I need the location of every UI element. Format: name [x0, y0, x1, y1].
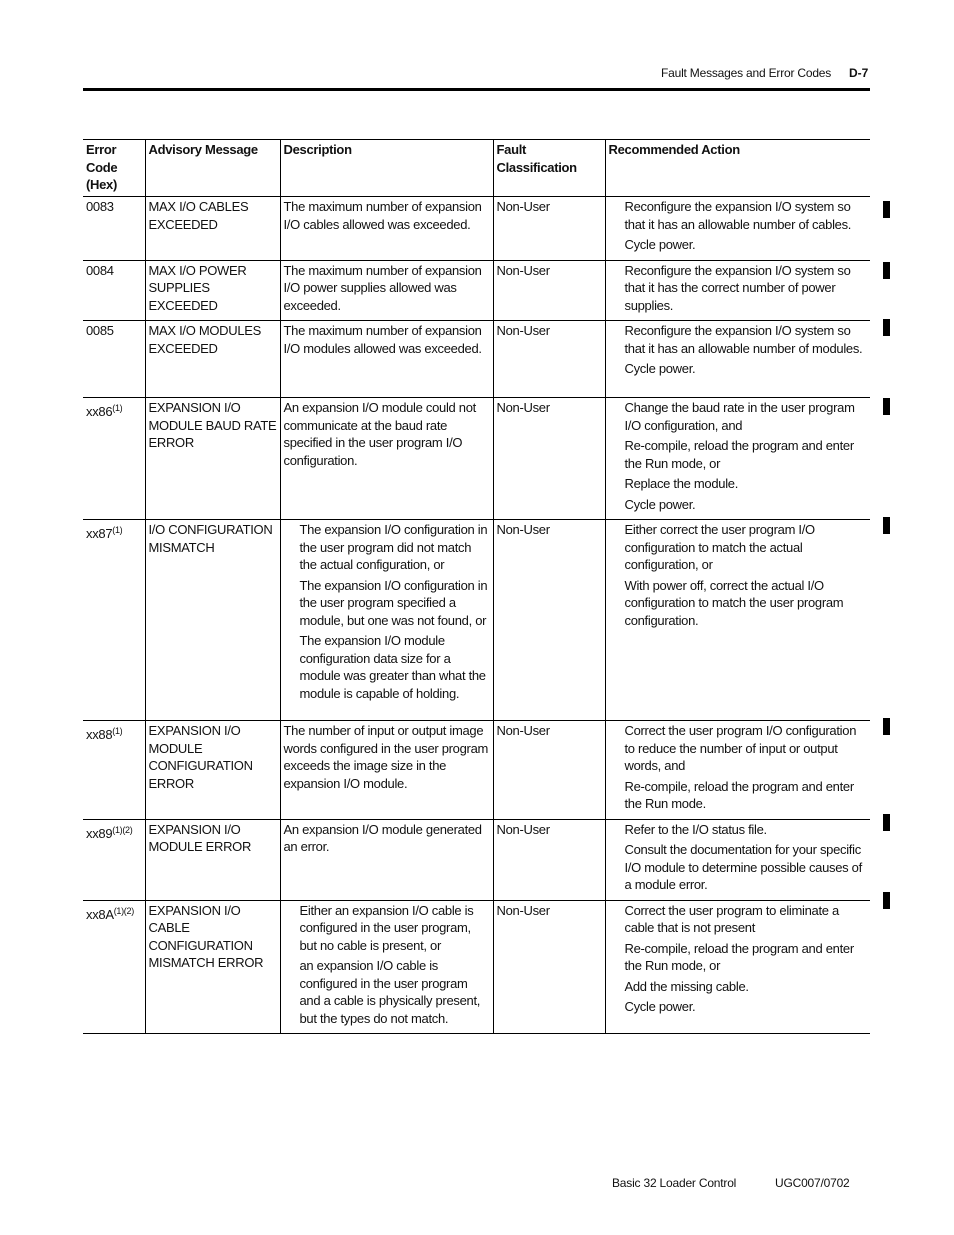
advisory-message: EXPANSION I/O MODULE BAUD RATE ERROR: [145, 398, 280, 520]
recommended-action: Reconfigure the expansion I/O system so that it has an allowable number of cables. Cycle power.: [605, 197, 870, 261]
advisory-message: EXPANSION I/O MODULE ERROR: [145, 819, 280, 900]
error-code: xx88$^{(1)}$: [83, 721, 145, 820]
error-code: xx86$^{(1)}$: [83, 398, 145, 520]
recommended-action: Correct the user program I/O configuration to reduce the number of input or output words, and Re-compile, reload the program and enter the Run mode.: [605, 721, 870, 820]
footnote-ref: (1): [112, 403, 123, 413]
change-bar: [883, 892, 890, 909]
header-rule: [83, 88, 870, 91]
table-row: [83, 819, 870, 900]
fault-classification: Non-User: [493, 197, 605, 261]
error-code: 0083: [83, 197, 145, 261]
column-header-description: Description: [280, 140, 493, 197]
footnote-ref: (1): [112, 525, 123, 535]
footer-document-title: Basic 32 Loader Control: [612, 1176, 737, 1190]
column-header-advisory-message: Advisory Message: [145, 140, 280, 197]
fault-classification: Non-User: [493, 398, 605, 520]
table-row: [83, 900, 870, 1034]
description: The maximum number of expansion I/O power supplies allowed was exceeded.: [280, 260, 493, 321]
description: An expansion I/O module generated an error.: [280, 819, 493, 900]
description: The expansion I/O configuration in the user program did not match the actual configuration, or The expansion I/O configuration in the user program specified a module, but one was not found, or The expansion I/O module configuration data size for a module was greater than what the module is capable of holding.: [280, 520, 493, 721]
table-row: [83, 398, 870, 520]
change-bar: [883, 398, 890, 415]
column-header-recommended-action: Recommended Action: [605, 140, 870, 197]
description: An expansion I/O module could not communicate at the baud rate specified in the user program I/O configuration.: [280, 398, 493, 520]
change-bar: [883, 517, 890, 534]
error-code: $xx89^{(1)(2)}$: [83, 819, 145, 900]
advisory-message: MAX I/O MODULES EXCEEDED: [145, 321, 280, 398]
fault-classification: Non-User: [493, 900, 605, 1034]
change-bar: [883, 814, 890, 831]
table-row: [83, 260, 870, 321]
recommended-action: Change the baud rate in the user program I/O configuration, and Re-compile, reload the program and enter the Run mode, or Replace the module. Cycle power.: [605, 398, 870, 520]
description: The number of input or output image words configured in the user program exceeds the image size in the expansion I/O module.: [280, 721, 493, 820]
advisory-message: I/O CONFIGURATION MISMATCH: [145, 520, 280, 721]
description: Either an expansion I/O cable is configured in the user program, but no cable is present, or an expansion I/O cable is configured in the user program and a cable is physically present, but the types do not match.: [280, 900, 493, 1034]
fault-classification: Non-User: [493, 819, 605, 900]
error-code-table: [83, 139, 870, 1034]
table-row: [83, 321, 870, 398]
change-bar: [883, 718, 890, 735]
table-row: [83, 721, 870, 820]
error-code: xx87$^{(1)}$: [83, 520, 145, 721]
change-bar: [883, 319, 890, 336]
table-row: [83, 197, 870, 261]
recommended-action: Correct the user program to eliminate a cable that is not present Re-compile, reload the program and enter the Run mode, or Add the missing cable. Cycle power.: [605, 900, 870, 1034]
fault-classification: Non-User: [493, 260, 605, 321]
advisory-message: EXPANSION I/O CABLE CONFIGURATION MISMATCH ERROR: [145, 900, 280, 1034]
description: The maximum number of expansion I/O cables allowed was exceeded.: [280, 197, 493, 261]
recommended-action: Reconfigure the expansion I/O system so that it has an allowable number of modules. Cycle power.: [605, 321, 870, 398]
column-header-fault-classification: Fault Classification: [493, 140, 605, 197]
recommended-action: Reconfigure the expansion I/O system so that it has the correct number of power supplies.: [605, 260, 870, 321]
advisory-message: EXPANSION I/O MODULE CONFIGURATION ERROR: [145, 721, 280, 820]
running-header-title: Fault Messages and Error Codes: [661, 66, 832, 80]
footnote-ref: (1)(2): [112, 824, 133, 835]
fault-classification: Non-User: [493, 721, 605, 820]
advisory-message: MAX I/O CABLES EXCEEDED: [145, 197, 280, 261]
footnote-ref: (1)(2): [113, 905, 134, 916]
description: The maximum number of expansion I/O modules allowed was exceeded.: [280, 321, 493, 398]
column-header-error-code: Error Code (Hex): [83, 140, 145, 197]
page-number: D-7: [849, 66, 869, 80]
change-bar: [883, 262, 890, 279]
footnote-ref: (1): [112, 726, 123, 736]
error-code: 0084: [83, 260, 145, 321]
error-code: $xx8A^{(1)(2)}$: [83, 900, 145, 1034]
advisory-message: MAX I/O POWER SUPPLIES EXCEEDED: [145, 260, 280, 321]
error-code: 0085: [83, 321, 145, 398]
footer-publication-number: UGC007/0702: [775, 1176, 850, 1190]
table-row: [83, 520, 870, 721]
recommended-action: Refer to the I/O status file. Consult the documentation for your specific I/O module to determine possible causes of a module error.: [605, 819, 870, 900]
change-bar: [883, 201, 890, 218]
fault-classification: Non-User: [493, 520, 605, 721]
recommended-action: Either correct the user program I/O configuration to match the actual configuration, or With power off, correct the actual I/O configuration to match the user program configuration.: [605, 520, 870, 721]
fault-classification: Non-User: [493, 321, 605, 398]
